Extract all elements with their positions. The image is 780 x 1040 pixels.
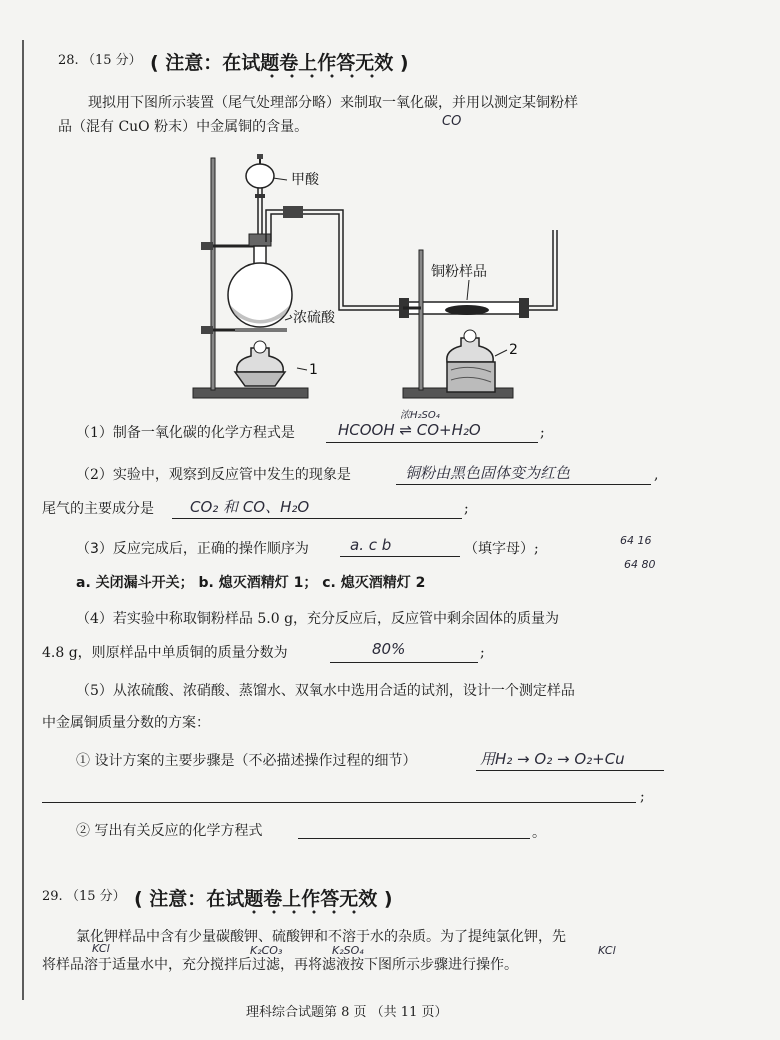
label-conc-sulfuric-acid: 浓硫酸 — [293, 310, 335, 326]
q29-note-k2so4: K₂SO₄ — [332, 944, 364, 957]
q28-sub1-answer-line-1 — [476, 770, 664, 771]
q28-part4-answer-line — [330, 662, 478, 663]
funnel-bulb — [246, 164, 274, 188]
stand1-rod — [211, 158, 215, 390]
q28-part5-line2: 中金属铜质量分数的方案： — [42, 715, 210, 731]
label-lamp1: 1 — [309, 362, 318, 378]
q28-part4-answer: 80% — [372, 640, 406, 658]
q29-line2: 将样品溶于适量水中，充分搅拌后过滤，再将滤液按下图所示步骤进行操作。 — [42, 957, 518, 973]
q29-points: （15 分） — [66, 889, 126, 904]
q28-sub2-prompt: ② 写出有关反应的化学方程式 — [76, 823, 263, 839]
q28-notice-emphasis-dots — [262, 74, 382, 78]
apparatus-figure — [185, 150, 575, 410]
q29-notice: ( 注意：在试题卷上作答无效 ) — [134, 888, 393, 910]
q28-part5-line1: （5）从浓硫酸、浓硝酸、蒸馏水、双氧水中选用合适的试剂，设计一个测定样品 — [76, 683, 575, 699]
q28-notice: ( 注意：在试题卷上作答无效 ) — [150, 52, 409, 74]
q28-part1-condition-note: 浓H₂SO₄ — [400, 410, 440, 421]
q28-number: 28. — [58, 53, 79, 68]
q28-part1-answer: HCOOH ⇌ CO+H₂O — [338, 421, 481, 439]
copper-sample — [445, 305, 489, 315]
q28-part2-prompt: （2）实验中，观察到反应管中发生的现象是 — [76, 467, 351, 483]
q28-options: a. 关闭漏斗开关； b. 熄灭酒精灯 1； c. 熄灭酒精灯 2 — [76, 575, 426, 591]
q28-points: （15 分） — [82, 53, 142, 68]
q29-number: 29. — [42, 889, 63, 904]
q28-sub1-prompt: ① 设计方案的主要步骤是（不必描述操作过程的细节） — [76, 753, 417, 769]
q28-part3-answer: a. c b — [350, 536, 392, 554]
q28-sub2-answer-line — [298, 838, 530, 839]
q28-sub2-end: 。 — [532, 825, 546, 841]
stand2-rod — [419, 250, 423, 390]
q28-part2-line2-prompt: 尾气的主要成分是 — [42, 501, 154, 517]
q28-intro-line1: 现拟用下图所示装置（尾气处理部分略）来制取一氧化碳，并用以测定某铜粉样 — [88, 95, 578, 111]
q28-part4-line2: 4.8 g，则原样品中单质铜的质量分数为 — [42, 645, 288, 661]
binding-margin-line — [22, 40, 24, 1000]
q28-part4-line1: （4）若实验中称取铜粉样品 5.0 g，充分反应后，反应管中剩余固体的质量为 — [76, 611, 560, 627]
q28-part4-end: ; — [480, 645, 485, 661]
label-lamp2: 2 — [509, 342, 518, 358]
flask-stopper — [249, 234, 271, 246]
flask-body — [228, 263, 292, 327]
wood-block — [447, 362, 495, 392]
q28-part2-line2-end: ; — [464, 501, 469, 517]
q28-part1-end: ; — [540, 425, 545, 441]
q28-part2-line2-answer: CO₂ 和 CO、H₂O — [190, 498, 310, 516]
q28-intro-handwritten-note: CO — [442, 114, 462, 129]
q28-part2-answer: 铜粉由黑色固体变为红色 — [405, 464, 571, 482]
q28-intro-line2: 品（混有 CuO 粉末）中金属铜的含量。 — [58, 119, 309, 135]
q28-part2-answer-line — [396, 484, 651, 485]
q28-part3-margin-note-1: 64 16 — [620, 534, 652, 547]
q28-part3-margin-note-2: 64 80 — [624, 558, 656, 571]
q29-line1: 氯化钾样品中含有少量碳酸钾、硫酸钾和不溶于水的杂质。为了提纯氯化钾，先 — [76, 929, 566, 945]
q28-sub1-end: ; — [640, 789, 645, 805]
q29-note-k2co3: K₂CO₃ — [250, 944, 283, 957]
q28-part2-line2-answer-line — [172, 518, 462, 519]
label-copper-sample: 铜粉样品 — [431, 264, 487, 280]
page-footer: 理科综合试题第 8 页 （共 11 页） — [246, 1005, 448, 1020]
q28-sub1-answer: 用H₂ → O₂ → O₂+Cu — [480, 750, 625, 768]
q29-notice-emphasis-dots — [244, 910, 364, 914]
stand1-base — [193, 388, 308, 398]
q29-note-kcl-2: KCl — [598, 944, 616, 957]
q28-part1-prompt: （1）制备一氧化碳的化学方程式是 — [76, 425, 295, 441]
q28-part3-prompt: （3）反应完成后，正确的操作顺序为 — [76, 541, 309, 557]
q28-part3-answer-line — [340, 556, 460, 557]
q28-part1-answer-line — [326, 442, 538, 443]
q29-note-kcl: KCl — [92, 942, 110, 955]
q28-part3-suffix: （填字母）; — [464, 541, 539, 557]
q28-sub1-answer-line-2 — [42, 802, 636, 803]
q28-part2-end: , — [654, 467, 659, 483]
label-formic-acid: 甲酸 — [291, 172, 319, 188]
